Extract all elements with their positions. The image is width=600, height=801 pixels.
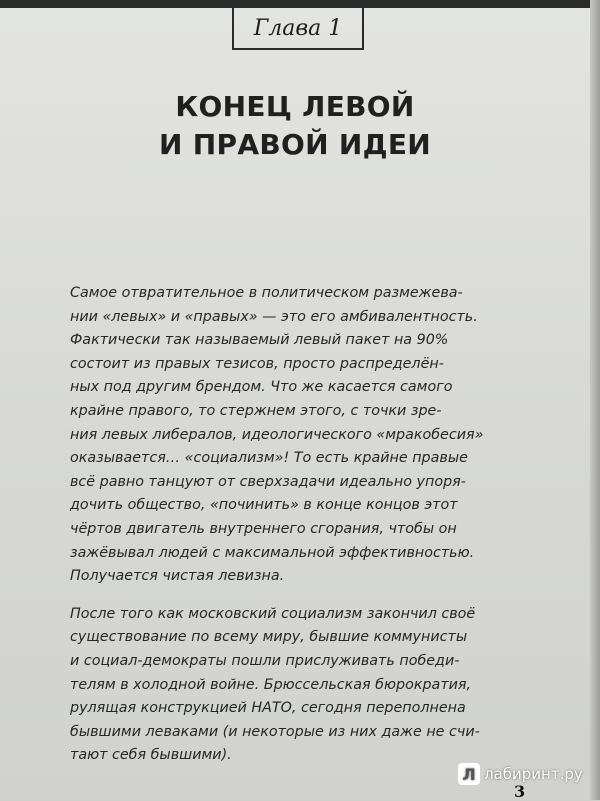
text-line: рулящая конструкцией НАТО, сегодня переполнена — [70, 700, 466, 717]
text-line: тают себя бывшими). — [70, 747, 232, 764]
text-line: Фактически так называемый левый пакет на 90% — [70, 332, 449, 349]
text-line: ния левых либералов, идеологического «мракобесия» — [70, 426, 484, 443]
watermark-text: лабиринт.ру — [484, 765, 583, 783]
text-line: и социал-демократы пошли прислуживать победи- — [70, 652, 460, 669]
text-line: После того как московский социализм закончил своё — [70, 605, 476, 622]
text-line: зажёвывал людей с максимальной эффективностью. — [70, 544, 475, 561]
text-line: ных под другим брендом. Что же касается самого — [70, 379, 453, 396]
watermark-logo — [458, 762, 583, 786]
book-page — [0, 8, 590, 800]
chapter-title-line-1: КОНЕЦ ЛЕВОЙ — [175, 90, 415, 123]
labirint-logo-icon: Л — [458, 763, 480, 785]
chapter-label: Глава 1 — [232, 8, 364, 50]
page-number: 3 — [514, 782, 526, 801]
background-top-edge — [0, 0, 600, 8]
text-line: Самое отвратительное в политическом размежева- — [70, 285, 463, 301]
text-line: всё равно танцуют от сверхзадачи идеально упоря- — [70, 473, 466, 490]
chapter-title — [150, 88, 440, 164]
chapter-title-line-2: И ПРАВОЙ ИДЕИ — [159, 128, 431, 161]
text-line: состоит из правых тезисов, просто распределён- — [70, 355, 444, 372]
epigraph-text — [70, 282, 522, 768]
text-line: дочить общество, «починить» в конце концов этот — [70, 497, 458, 514]
text-line: Получается чистая левизна. — [70, 568, 285, 585]
text-line: телям в холодной войне. Брюссельская бюрократия, — [70, 676, 472, 693]
page-edge-shadow — [590, 0, 600, 800]
text-line: нии «левых» и «правых» — это его амбивалентность. — [70, 308, 478, 325]
text-line: оказывается… «социализм»! То есть крайне правые — [70, 450, 468, 467]
text-line: бывшими леваками (и некоторые из них даже не счи- — [70, 723, 480, 740]
text-line: существование по всему миру, бывшие коммунисты — [70, 629, 468, 646]
paragraph-1 — [70, 282, 522, 589]
paragraph-2 — [70, 603, 522, 768]
text-line: крайне правого, то стержнем этого, с точки зре- — [70, 402, 442, 419]
text-line: чёртов двигатель внутреннего сгорания, чтобы он — [70, 520, 457, 537]
